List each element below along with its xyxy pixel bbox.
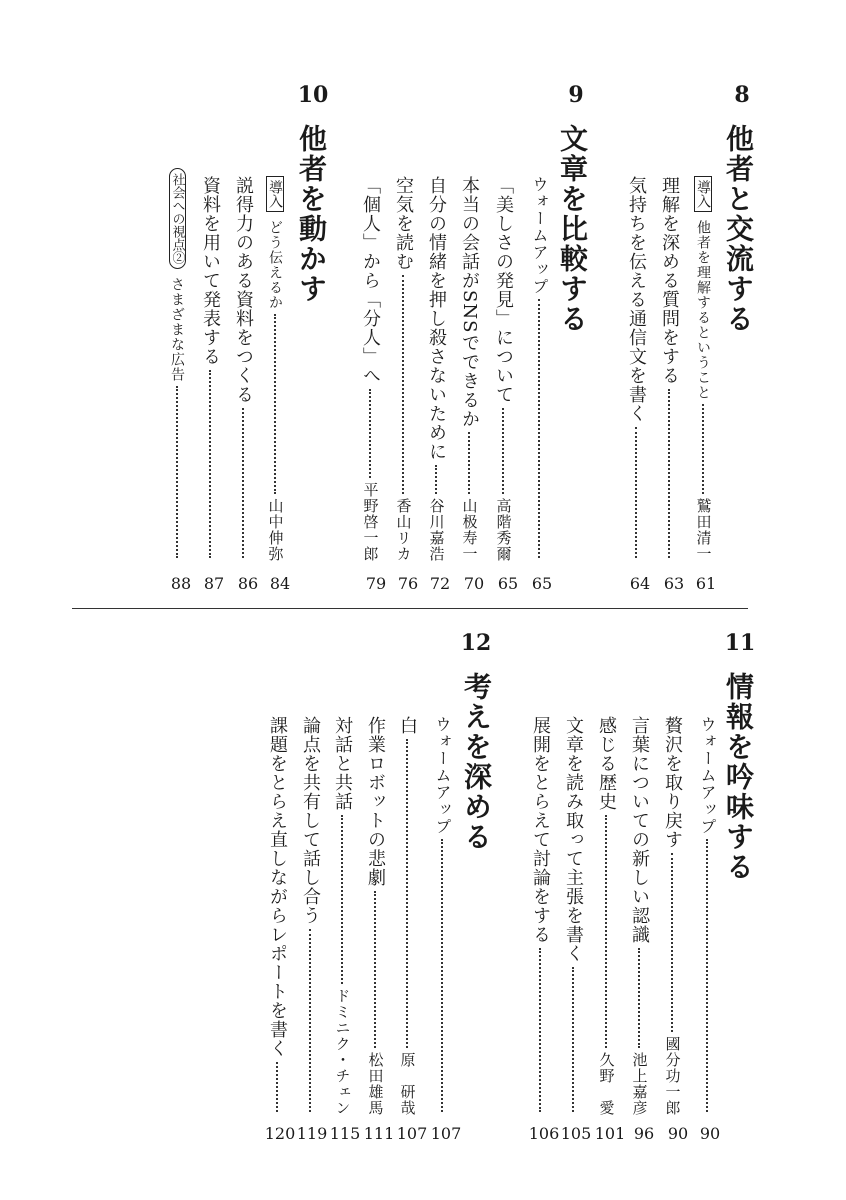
toc-entry[interactable] — [494, 176, 512, 562]
toc-entry[interactable] — [201, 176, 219, 562]
entry-title: 気持ちを伝える通信文を書く — [626, 176, 647, 423]
section-divider — [72, 608, 748, 609]
toc-entry[interactable] — [361, 176, 379, 562]
toc-entry[interactable] — [398, 716, 416, 1116]
leader-dots — [638, 948, 640, 1048]
toc-entry[interactable] — [694, 176, 712, 562]
entry-title: 展開をとらえて討論をする — [530, 716, 551, 944]
toc-entry[interactable] — [427, 176, 445, 562]
toc-entry[interactable] — [333, 716, 351, 1116]
page-number: 63 — [663, 574, 685, 593]
page-number: 65 — [497, 574, 519, 593]
page-number: 120 — [264, 1124, 296, 1143]
unit-title: 情報を吟味する — [722, 672, 755, 882]
leader-dots — [309, 929, 311, 1112]
entry-title: 課題をとらえ直しながらレポートを書く — [267, 716, 288, 1058]
entry-title: 空気を読む — [393, 176, 414, 271]
entry-title: 論点を共有して話し合う — [300, 716, 321, 925]
page-number: 105 — [560, 1124, 592, 1143]
page-number: 107 — [430, 1124, 462, 1143]
entry-title: 本当の会話がSNSでできるか — [459, 176, 480, 429]
unit-number: 12 — [460, 630, 492, 656]
leader-dots — [706, 839, 708, 1112]
entry-author: 香山リカ — [394, 498, 413, 562]
unit-number: 9 — [568, 82, 584, 108]
toc-entry[interactable] — [168, 168, 186, 562]
unit-number: 10 — [297, 82, 329, 108]
page-number: 86 — [237, 574, 259, 593]
leader-dots — [274, 314, 276, 494]
entry-title: 感じる歴史 — [596, 716, 617, 811]
entry-title: 自分の情緒を押し殺さないために — [426, 176, 447, 461]
unit-number: 11 — [724, 630, 756, 656]
page-number: 84 — [269, 574, 291, 593]
toc-entry[interactable] — [266, 176, 284, 562]
page-number: 101 — [594, 1124, 626, 1143]
social-view-tag: 社会への視点② — [169, 168, 186, 269]
toc-entry[interactable] — [234, 176, 252, 562]
toc-entry[interactable] — [698, 716, 716, 1116]
leader-dots — [176, 386, 178, 558]
entry-title: 文章を読み取って主張を書く — [563, 716, 584, 963]
entry-author: 高階秀爾 — [494, 498, 513, 562]
page-number: 96 — [633, 1124, 655, 1143]
leader-dots — [209, 370, 211, 558]
leader-dots — [276, 1062, 278, 1112]
toc-entry[interactable] — [530, 176, 548, 562]
entry-title: 資料を用いて発表する — [200, 176, 221, 366]
entry-title: 理解を深める質問をする — [659, 176, 680, 385]
leader-dots — [538, 299, 540, 558]
leader-dots — [242, 408, 244, 558]
entry-title: ウォームアップ — [433, 716, 452, 835]
page-number: 88 — [170, 574, 192, 593]
entry-author: ドミニク・チェン — [333, 988, 352, 1116]
entry-title: ウォームアップ — [698, 716, 717, 835]
page-number: 90 — [699, 1124, 721, 1143]
toc-entry[interactable] — [460, 176, 478, 562]
entry-title: 説得力のある資料をつくる — [233, 176, 254, 404]
toc-entry[interactable] — [627, 176, 645, 562]
entry-author: 原 研哉 — [398, 1052, 417, 1116]
page-number: 115 — [329, 1124, 361, 1143]
page-number: 79 — [365, 574, 387, 593]
entry-title: 言葉についての新しい認識 — [629, 716, 650, 944]
leader-dots — [605, 815, 607, 1048]
entry-author: 山极寿一 — [460, 498, 479, 562]
leader-dots — [671, 853, 673, 1032]
entry-author: 山中伸弥 — [266, 498, 285, 562]
entry-title: 「美しさの発見」について — [493, 176, 514, 404]
leader-dots — [441, 839, 443, 1112]
leader-dots — [502, 408, 504, 494]
page-number: 107 — [396, 1124, 428, 1143]
page-number: 119 — [296, 1124, 328, 1143]
unit-title: 他者と交流する — [722, 124, 755, 334]
page-number: 61 — [695, 574, 717, 593]
toc-entry[interactable] — [597, 716, 615, 1116]
leader-dots — [406, 739, 408, 1048]
page-number: 72 — [429, 574, 451, 593]
page-number: 64 — [629, 574, 651, 593]
page-number: 111 — [363, 1124, 395, 1143]
entry-title: さまざまな広告 — [169, 277, 185, 382]
leader-dots — [369, 389, 371, 478]
unit-number: 8 — [734, 82, 750, 108]
leader-dots — [572, 967, 574, 1112]
entry-title: 作業ロボットの悲劇 — [365, 716, 386, 887]
unit-title: 文章を比較する — [556, 124, 589, 334]
entry-author: 谷川嘉浩 — [427, 498, 446, 562]
toc-entry[interactable] — [301, 716, 319, 1116]
intro-tag: 導入 — [694, 176, 712, 212]
page-number: 90 — [667, 1124, 689, 1143]
entry-title: 他者を理解するということ — [695, 220, 711, 400]
page-number: 70 — [463, 574, 485, 593]
toc-entry[interactable] — [366, 716, 384, 1116]
entry-title: 「個人」から「分人」へ — [360, 176, 381, 385]
unit-title: 考えを深める — [460, 672, 493, 852]
leader-dots — [539, 948, 541, 1112]
page-number: 87 — [203, 574, 225, 593]
page-number: 76 — [397, 574, 419, 593]
leader-dots — [374, 891, 376, 1048]
entry-author: 國分功一郎 — [663, 1036, 682, 1116]
page-number: 65 — [531, 574, 553, 593]
toc-entry[interactable] — [433, 716, 451, 1116]
toc-entry[interactable] — [630, 716, 648, 1116]
entry-author: 池上嘉彦 — [630, 1052, 649, 1116]
leader-dots — [702, 404, 704, 494]
toc-entry[interactable] — [268, 716, 286, 1116]
entry-author: 平野啓一郎 — [361, 482, 380, 562]
entry-author: 久野 愛 — [597, 1052, 616, 1116]
entry-author: 鷲田清一 — [694, 498, 713, 562]
leader-dots — [435, 465, 437, 494]
intro-tag: 導入 — [266, 176, 284, 212]
toc-entry[interactable] — [660, 176, 678, 562]
leader-dots — [635, 427, 637, 558]
entry-title: どう伝えるか — [267, 220, 283, 310]
toc-entry[interactable] — [531, 716, 549, 1116]
leader-dots — [468, 432, 470, 494]
leader-dots — [668, 389, 670, 558]
entry-title: 贅沢を取り戻す — [662, 716, 683, 849]
toc-entry[interactable] — [564, 716, 582, 1116]
toc-entry[interactable] — [663, 716, 681, 1116]
leader-dots — [341, 815, 343, 984]
leader-dots — [402, 275, 404, 494]
entry-title: 白 — [397, 716, 418, 735]
entry-title: ウォームアップ — [530, 176, 549, 295]
entry-title: 対話と共話 — [332, 716, 353, 811]
unit-title: 他者を動かす — [295, 124, 328, 304]
page-number: 106 — [528, 1124, 560, 1143]
toc-entry[interactable] — [394, 176, 412, 562]
entry-author: 松田雄馬 — [366, 1052, 385, 1116]
